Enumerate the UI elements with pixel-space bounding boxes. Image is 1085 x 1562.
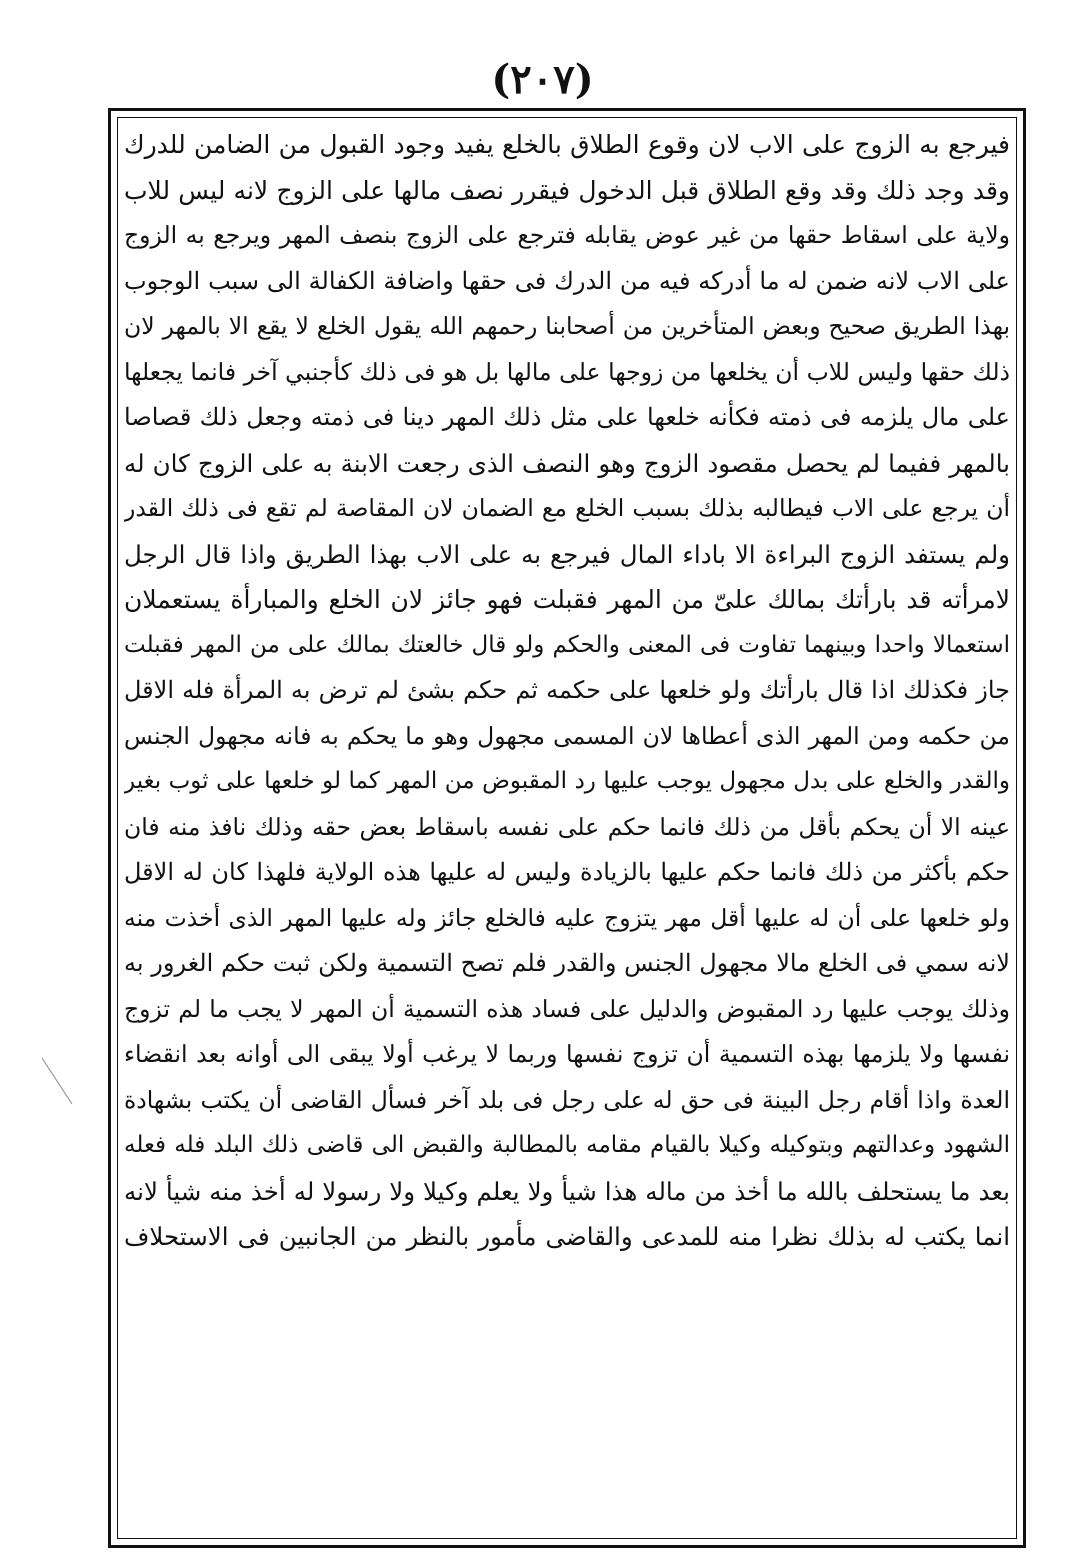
text-line: ولاية على اسقاط حقها من غير عوض يقابله فترجع على الزوج بنصف المهر ويرجع به الزوج	[124, 221, 1010, 249]
text-line: على مال يلزمه فى ذمته فكأنه خلعها على مثل ذلك المهر دينا فى ذمته وجعل ذلك قصاصا	[124, 403, 1010, 431]
text-line: ولم يستفد الزوج البراءة الا باداء المال فيرجع به على الاب بهذا الطريق واذا قال الرجل	[124, 539, 1010, 569]
text-line: فيرجع به الزوج على الاب لان وقوع الطلاق بالخلع يفيد وجود القبول من الضامن للدرك	[124, 130, 1010, 159]
text-line: لامرأته قد بارأتك بمالك علىّ من المهر فقبلت فهو جائز لان الخلع والمبارأة يستعملان	[124, 585, 1010, 614]
text-line: انما يكتب له بذلك نظرا منه للمدعى والقاضى مأمور بالنظر من الجانبين فى الاستحلاف	[124, 1222, 1010, 1251]
text-line: نفسها ولا يلزمها بهذه التسمية أن تزوج نفسها وربما لا يرغب أولا يبقى الى أوانه بعد انقضاء	[124, 1040, 1010, 1068]
text-line: ذلك حقها وليس للاب أن يخلعها من زوجها على مالها بل هو فى ذلك كأجنبي آخر فانما يجعلها	[124, 357, 1010, 386]
text-line: أن يرجع على الاب فيطالبه بذلك بسبب الخلع مع الضمان لان المقاصة لم تقع فى ذلك القدر	[124, 494, 1010, 522]
text-line: عينه الا أن يحكم بأقل من ذلك فانما حكم على نفسه باسقاط بعض حقه وذلك نافذ منه فان	[124, 812, 1010, 841]
text-line: العدة واذا أقام رجل البينة فى حق له على رجل فى بلد آخر فسأل القاضى أن يكتب بشهادة	[124, 1085, 1010, 1114]
text-line: وذلك يوجب عليها رد المقبوض والدليل على فساد هذه التسمية أن المهر لا يجب ما لم تزوج	[124, 994, 1010, 1023]
text-line: حكم بأكثر من ذلك فانما حكم عليها بالزيادة وليس له عليها هذه الولاية فلهذا كان له الاقل	[124, 858, 1010, 886]
text-line: بهذا الطريق صحيح وبعض المتأخرين من أصحابنا رحمهم الله يقول الخلع لا يقع الا بالمهر لان	[124, 312, 1010, 340]
text-line: وقد وجد ذلك وقد وقع الطلاق قبل الدخول فيقرر نصف مالها على الزوج لانه ليس للاب	[124, 175, 1010, 205]
text-line: من حكمه ومن المهر الذى أعطاها لان المسمى مجهول وهو ما يحكم به فانه مجهول الجنس	[124, 721, 1010, 750]
text-line: ولو خلعها على أن له عليها أقل مهر يتزوج عليه فالخلع جائز وله عليها المهر الذى أخذت منه	[124, 903, 1010, 932]
text-line: بالمهر ففيما لم يحصل مقصود الزوج وهو النصف الذى رجعت الابنة به على الزوج كان له	[124, 448, 1010, 478]
text-line: جاز فكذلك اذا قال بارأتك ولو خلعها على حكمه ثم حكم بشئ لم ترض به المرأة فله الاقل	[124, 676, 1010, 704]
page-number: (٢٠٧)	[491, 56, 594, 103]
text-line: بعد ما يستحلف بالله ما أخذ من ماله هذا شيأ ولا يعلم وكيلا ولا رسولا له أخذ منه شيأ لانه	[124, 1176, 1010, 1206]
text-body	[124, 122, 1010, 1260]
text-line: لانه سمي فى الخلع مالا مجهول الجنس والقدر فلم تصح التسمية ولكن ثبت حكم الغرور به	[124, 949, 1010, 977]
text-line: والقدر والخلع على بدل مجهول يوجب عليها رد المقبوض من المهر كما لو خلعها على ثوب بغير	[124, 768, 1010, 794]
text-line: استعمالا واحدا وبينهما تفاوت فى المعنى والحكم ولو قال خالعتك بمالك على من المهر فقبلت	[124, 631, 1010, 658]
text-line: على الاب لانه ضمن له ما أدركه فيه من الدرك فى حقها واضافة الكفالة الى سبب الوجوب	[124, 266, 1010, 295]
margin-pencil-mark	[38, 1052, 78, 1112]
text-line: الشهود وعدالتهم وبتوكيله وكيلا بالقيام مقامه بالمطالبة والقبض الى قاضى ذلك البلد فله فعله	[124, 1132, 1010, 1158]
